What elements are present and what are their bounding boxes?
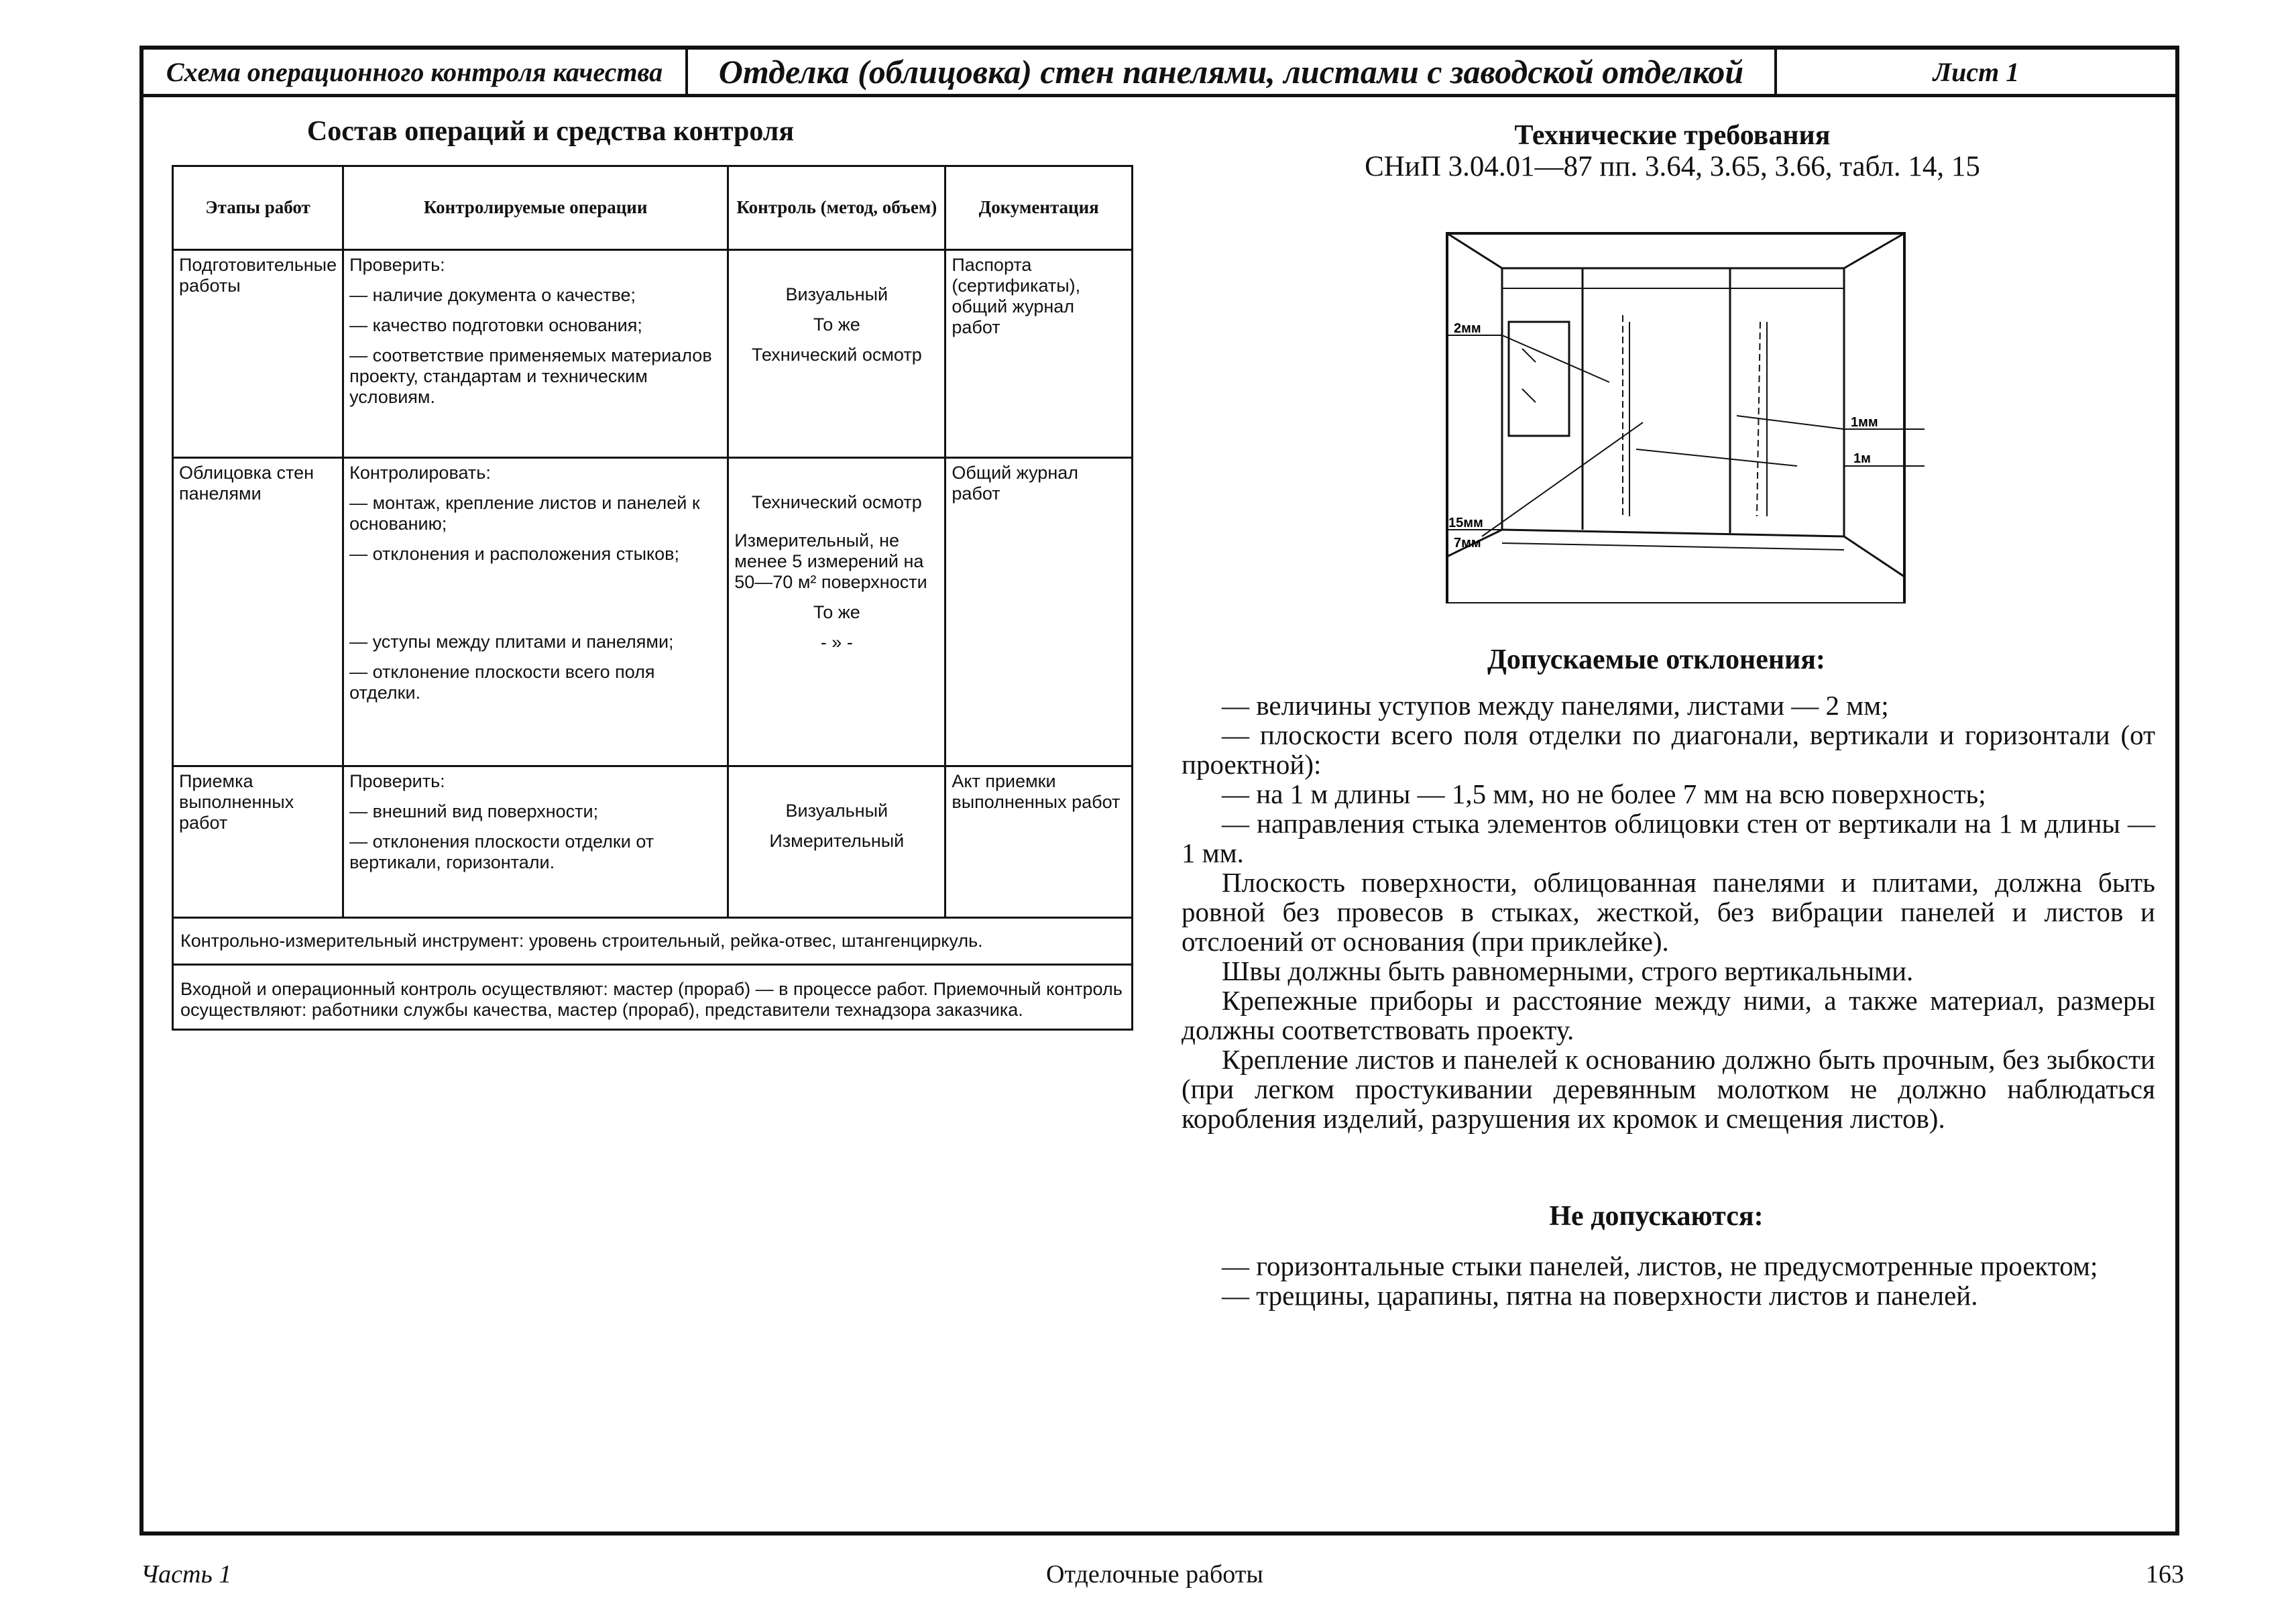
allowed-deviations-title: Допускаемые отклонения:	[1487, 644, 1825, 675]
requirement-paragraph: Крепежные приборы и расстояние между ними, а также материал, размеры должны соответствовать проекту.	[1182, 985, 2155, 1045]
header-title: Отделка (облицовка) стен панелями, листами с заводской отделкой	[688, 50, 1777, 94]
notes-row	[173, 965, 1133, 1030]
control-cell	[728, 250, 945, 458]
not-allowed-item: — горизонтальные стыки панелей, листов, не предусмотренные проектом;	[1222, 1251, 2098, 1281]
operation-item: — внешний вид поверхности;	[349, 801, 599, 822]
tech-requirements-title: Технические требования	[1514, 120, 1831, 151]
stage-cell: Подготовительные работы	[173, 250, 343, 458]
col-header-operations: Контролируемые операции	[343, 166, 728, 250]
label-1mm: 1мм	[1851, 415, 1878, 430]
instrument-row	[173, 918, 1133, 965]
operations-cell	[343, 458, 728, 766]
header-scheme-label: Схема операционного контроля качества	[144, 50, 688, 94]
col-header-control: Контроль (метод, объем)	[728, 166, 945, 250]
label-1m: 1м	[1853, 451, 1871, 466]
operations-intro: Проверить:	[349, 255, 445, 275]
table-row	[173, 458, 1133, 766]
wall-cladding-diagram	[1442, 228, 1925, 603]
control-responsibility-note: Входной и операционный контроль осуществляют: мастер (прораб) — в процессе работ. Приемочный контроль осуществляют: работники службы качества, мастер (прораб), представители технадзора заказчика.	[173, 965, 1133, 1030]
documentation-cell: Акт приемки выполненных работ	[945, 766, 1133, 918]
footer-section-title: Отделочные работы	[1046, 1560, 1263, 1588]
not-allowed-text	[1182, 1251, 2155, 1310]
not-allowed-title: Не допускаются:	[1549, 1201, 1764, 1232]
table-row	[173, 250, 1133, 458]
operations-table	[172, 165, 1133, 1031]
allowed-deviations-text	[1182, 691, 2155, 1133]
operation-item: — отклонения и расположения стыков;	[349, 544, 680, 565]
header-sheet-number: Лист 1	[1933, 56, 2020, 87]
control-method: То же	[813, 602, 860, 623]
requirement-paragraph: Крепление листов и панелей к основанию должно быть прочным, без зыбкости (при легком простукивании деревянным молотком не должно наблюдаться коробления изделий, разрушения их кромок и смещения листов).	[1182, 1044, 2155, 1134]
control-method: Визуальный	[785, 801, 888, 821]
stage-cell: Облицовка стен панелями	[173, 458, 343, 766]
control-method: Технический осмотр	[751, 492, 922, 512]
operations-section-title: Состав операций и средства контроля	[306, 116, 795, 147]
footer-part: Часть 1	[141, 1560, 232, 1588]
operation-item: — соответствие применяемых материалов проекту, стандартам и техническим условиям.	[349, 345, 712, 408]
control-method: То же	[813, 314, 860, 335]
documentation-cell: Общий журнал работ	[945, 458, 1133, 766]
control-cell	[728, 458, 945, 766]
requirement-paragraph: Швы должны быть равномерными, строго вертикальными.	[1222, 955, 1914, 986]
col-header-stage: Этапы работ	[173, 166, 343, 250]
label-2mm: 2мм	[1454, 321, 1481, 336]
page-number: 163	[2146, 1560, 2184, 1588]
table-header-row	[173, 166, 1133, 250]
label-15mm: 15мм	[1448, 516, 1483, 530]
operations-intro: Проверить:	[349, 771, 445, 791]
control-cell	[728, 766, 945, 918]
stage-cell: Приемка выполненных работ	[173, 766, 343, 918]
operation-item: — наличие документа о качестве;	[349, 285, 636, 306]
label-7mm: 7мм	[1454, 536, 1481, 550]
deviation-item: — на 1 м длины — 1,5 мм, но не более 7 мм на всю поверхность;	[1222, 778, 1986, 809]
control-method: Визуальный	[785, 284, 888, 304]
control-method: Технический осмотр	[751, 345, 922, 365]
header-strip	[144, 50, 2175, 97]
operation-item: — качество подготовки основания;	[349, 315, 642, 336]
snip-reference: СНиП 3.04.01—87 пп. 3.64, 3.65, 3.66, табл. 14, 15	[1365, 151, 1980, 182]
col-header-documentation: Документация	[945, 166, 1133, 250]
deviation-item: — плоскости всего поля отделки по диагонали, вертикали и горизонтали (от проектной):	[1182, 719, 2155, 780]
documentation-cell: Паспорта (сертификаты), общий журнал работ	[945, 250, 1133, 458]
control-method: Измерительный, не менее 5 измерений на 50—70 м² поверхности	[734, 530, 927, 593]
operation-item: — монтаж, крепление листов и панелей к основанию;	[349, 493, 700, 534]
deviation-item: — величины уступов между панелями, листами — 2 мм;	[1222, 690, 1889, 721]
instrument-note: Контрольно-измерительный инструмент: уровень строительный, рейка-отвес, штангенциркуль.	[173, 918, 1133, 965]
deviation-item: — направления стыка элементов облицовки стен от вертикали на 1 м длины — 1 мм.	[1182, 808, 2155, 868]
operation-item: — отклонения плоскости отделки от вертикали, горизонтали.	[349, 831, 654, 873]
operations-intro: Контролировать:	[349, 463, 491, 483]
operation-item: — уступы между плитами и панелями;	[349, 632, 674, 652]
requirement-paragraph: Плоскость поверхности, облицованная панелями и плитами, должна быть ровной без провесов в стыках, жесткой, без вибрации панелей и листов и отслоений от основания (при приклейке).	[1182, 867, 2155, 957]
control-method: - » -	[820, 632, 853, 653]
control-method: Измерительный	[769, 831, 905, 852]
operations-cell	[343, 766, 728, 918]
operation-item: — отклонение плоскости всего поля отделки.	[349, 662, 655, 703]
operations-cell	[343, 250, 728, 458]
table-row	[173, 766, 1133, 918]
not-allowed-item: — трещины, царапины, пятна на поверхности листов и панелей.	[1222, 1280, 1978, 1311]
